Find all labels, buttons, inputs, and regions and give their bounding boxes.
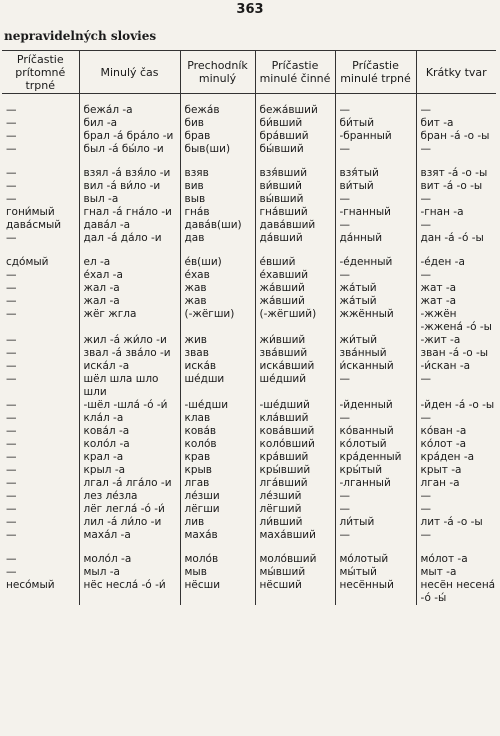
table-cell: — xyxy=(6,373,17,385)
table-cell: моло́вший xyxy=(255,553,335,566)
table-cell: ше́дши xyxy=(180,373,255,386)
table-cell: выв xyxy=(180,193,255,206)
table-cell xyxy=(255,321,335,334)
table-cell: ел -а xyxy=(79,256,180,269)
table-cell: — xyxy=(6,282,17,294)
table-cell: — xyxy=(416,143,496,156)
table-cell: дава́л -а xyxy=(79,219,180,232)
table-cell: звав xyxy=(180,347,255,360)
table-cell: — xyxy=(335,490,416,503)
table-cell: зван -á -о -ы xyxy=(416,347,496,360)
table-cell: кра́ден -а xyxy=(416,451,496,464)
table-cell: бра́вший xyxy=(255,130,335,143)
table-cell: быв(ши) xyxy=(180,143,255,156)
table-cell: несённый xyxy=(335,579,416,592)
table-cell: — xyxy=(6,334,17,346)
table-cell xyxy=(335,592,416,605)
table-cell: бит -а xyxy=(416,117,496,130)
table-cell: жа́вший xyxy=(255,282,335,295)
table-cell: жал -а xyxy=(79,295,180,308)
table-cell: маха́л -а xyxy=(79,529,180,542)
table-cell: -жжён xyxy=(416,308,496,321)
table-cell: (-жёгши) xyxy=(180,308,255,321)
table-cell: ко́ван -а xyxy=(416,425,496,438)
table-cell: — xyxy=(6,529,17,541)
table-cell: е́хал -а xyxy=(79,269,180,282)
table-cell: кла́л -а xyxy=(79,412,180,425)
table-cell: звал -á зва́ло -и xyxy=(79,347,180,360)
table-cell: взяв xyxy=(180,167,255,180)
table-cell: -ше́дший xyxy=(255,399,335,412)
table-cell: крыв xyxy=(180,464,255,477)
table-cell: жат -а xyxy=(416,295,496,308)
table-cell: жат -а xyxy=(416,282,496,295)
spacer-cell xyxy=(180,156,255,167)
table-cell xyxy=(79,592,180,605)
table-cell: брал -á брáло -и xyxy=(79,130,180,143)
table-cell: -ше́дши xyxy=(180,399,255,412)
table-cell xyxy=(2,386,79,399)
table-cell: коло́вший xyxy=(255,438,335,451)
table-cell: — xyxy=(335,143,416,156)
column-header: Minulý čas xyxy=(79,51,180,94)
table-cell: жал -а xyxy=(79,282,180,295)
table-row xyxy=(2,321,496,334)
table-cell: кла́вший xyxy=(255,412,335,425)
spacer-cell xyxy=(335,245,416,256)
table-cell: бив xyxy=(180,117,255,130)
table-row xyxy=(2,412,496,425)
table-cell: мыв xyxy=(180,566,255,579)
table-cell: ли́тый xyxy=(335,516,416,529)
table-cell: крыт -а xyxy=(416,464,496,477)
column-header: Prechodník minulý xyxy=(180,51,255,94)
group-spacer xyxy=(2,156,496,167)
table-cell: — xyxy=(6,295,17,307)
table-cell: — xyxy=(6,347,17,359)
table-row xyxy=(2,386,496,399)
table-cell: — xyxy=(6,193,17,205)
table-cell: — xyxy=(6,425,17,437)
table-cell: — xyxy=(416,503,496,516)
table-cell: взя́тый xyxy=(335,167,416,180)
table-cell: лит -á -о -ы xyxy=(416,516,496,529)
table-cell: — xyxy=(6,412,17,424)
table-cell: -гнан -а xyxy=(416,206,496,219)
table-cell: -йденный xyxy=(335,399,416,412)
table-cell: бил -а xyxy=(79,117,180,130)
table-cell: -е́ден -а xyxy=(416,256,496,269)
table-cell: — xyxy=(6,438,17,450)
table-cell: мо́лот -а xyxy=(416,553,496,566)
table-cell: вил -á ви́ло -и xyxy=(79,180,180,193)
spacer-cell xyxy=(2,245,79,256)
spacer-cell xyxy=(255,245,335,256)
table-cell: е́вший xyxy=(255,256,335,269)
table-cell: — xyxy=(335,94,416,118)
table-cell: гони́мый xyxy=(6,206,55,218)
table-cell xyxy=(180,386,255,399)
table-cell: крыл -а xyxy=(79,464,180,477)
table-cell: — xyxy=(416,94,496,118)
table-cell: несо́мый xyxy=(6,579,55,591)
table-row xyxy=(2,143,496,156)
table-cell: лез ле́зла xyxy=(79,490,180,503)
table-cell xyxy=(416,386,496,399)
table-row xyxy=(2,579,496,592)
table-header-row xyxy=(2,51,496,94)
table-cell xyxy=(255,592,335,605)
table-row xyxy=(2,347,496,360)
table-cell: -ó -ы́ xyxy=(416,592,496,605)
table-cell: — xyxy=(6,117,17,129)
table-body xyxy=(2,94,496,606)
table-cell: гна́вший xyxy=(255,206,335,219)
table-cell: вив xyxy=(180,180,255,193)
table-cell: — xyxy=(6,308,17,320)
table-cell: бежа́л -а xyxy=(79,94,180,118)
table-cell: дава́смый xyxy=(6,219,62,231)
table-cell: — xyxy=(416,490,496,503)
table-cell: коло́в xyxy=(180,438,255,451)
table-cell: — xyxy=(6,269,17,281)
table-cell: — xyxy=(6,516,17,528)
table-cell: — xyxy=(6,464,17,476)
table-cell: — xyxy=(6,553,17,565)
table-cell: — xyxy=(416,269,496,282)
table-cell: взя́вший xyxy=(255,167,335,180)
table-cell: бран -á -о -ы xyxy=(416,130,496,143)
table-cell: да́нный xyxy=(335,232,416,245)
table-cell: клав xyxy=(180,412,255,425)
table-cell: кры́тый xyxy=(335,464,416,477)
table-cell: моло́л -а xyxy=(79,553,180,566)
table-row xyxy=(2,438,496,451)
table-cell: — xyxy=(335,412,416,425)
table-cell: взят -á -о -ы xyxy=(416,167,496,180)
table-cell: — xyxy=(6,503,17,515)
table-row xyxy=(2,193,496,206)
spacer-cell xyxy=(180,542,255,553)
table-cell: жив xyxy=(180,334,255,347)
table-cell: мы́тый xyxy=(335,566,416,579)
column-header: Príčastie minulé činné xyxy=(255,51,335,94)
table-cell: лёгши xyxy=(180,503,255,516)
table-cell: несён несена́ xyxy=(416,579,496,592)
table-cell: ше́дший xyxy=(255,373,335,386)
table-cell: жёг жгла xyxy=(79,308,180,321)
table-cell: взял -á взя́ло -и xyxy=(79,167,180,180)
table-cell: крав xyxy=(180,451,255,464)
table-cell: иска́в xyxy=(180,360,255,373)
table-cell: жа́вший xyxy=(255,295,335,308)
table-cell: коло́л -а xyxy=(79,438,180,451)
table-cell: — xyxy=(416,373,496,386)
table-row xyxy=(2,425,496,438)
table-cell xyxy=(335,321,416,334)
table-cell: маха́в xyxy=(180,529,255,542)
table-cell: гна́в xyxy=(180,206,255,219)
table-cell: лгал -á лга́ло -и xyxy=(79,477,180,490)
table-cell: ко́лотый xyxy=(335,438,416,451)
table-row xyxy=(2,256,496,269)
section-heading: nepravidelných slovies xyxy=(4,29,157,43)
table-row xyxy=(2,206,496,219)
table-cell: — xyxy=(335,193,416,206)
table-cell: (-жёгший) xyxy=(255,308,335,321)
table-cell: -шёл -шла́ -ó -и́ xyxy=(79,399,180,412)
table-cell: ле́зший xyxy=(255,490,335,503)
table-row xyxy=(2,373,496,386)
table-cell: лив xyxy=(180,516,255,529)
table-cell: кова́л -а xyxy=(79,425,180,438)
table-cell: мыл -а xyxy=(79,566,180,579)
table-cell: е́в(ши) xyxy=(180,256,255,269)
table-cell: ви́тый xyxy=(335,180,416,193)
table-row xyxy=(2,553,496,566)
table-row xyxy=(2,232,496,245)
table-cell: шёл шла шло xyxy=(79,373,180,386)
table-cell: нёсший xyxy=(255,579,335,592)
spacer-cell xyxy=(255,156,335,167)
table-cell: — xyxy=(6,167,17,179)
table-cell: кова́в xyxy=(180,425,255,438)
table-cell: бы́вший xyxy=(255,143,335,156)
table-row xyxy=(2,117,496,130)
table-row xyxy=(2,282,496,295)
table-cell: вит -á -о -ы xyxy=(416,180,496,193)
table-cell: ви́вший xyxy=(255,180,335,193)
table-cell: лёг легла́ -ó -и́ xyxy=(79,503,180,516)
table-cell: мыт -а xyxy=(416,566,496,579)
table-cell: кова́вший xyxy=(255,425,335,438)
table-cell: дава́вший xyxy=(255,219,335,232)
table-cell: кра́вший xyxy=(255,451,335,464)
table-cell: гнал -á гна́ло -и xyxy=(79,206,180,219)
table-cell: зва́нный xyxy=(335,347,416,360)
table-cell: жав xyxy=(180,295,255,308)
table-cell xyxy=(180,592,255,605)
table-row xyxy=(2,308,496,321)
table-row xyxy=(2,334,496,347)
column-header: Krátky tvar xyxy=(416,51,496,94)
table-cell: дан -á -ó -ы xyxy=(416,232,496,245)
table-row xyxy=(2,464,496,477)
table-cell: вы́вший xyxy=(255,193,335,206)
table-cell: — xyxy=(6,360,17,372)
table-cell: бежа́в xyxy=(180,94,255,118)
table-cell: -лганный xyxy=(335,477,416,490)
table-cell: -йден -á -о -ы xyxy=(416,399,496,412)
table-cell: жа́тый xyxy=(335,295,416,308)
table-cell: лган -а xyxy=(416,477,496,490)
table-cell: нёсши xyxy=(180,579,255,592)
spacer-cell xyxy=(335,156,416,167)
table-cell: — xyxy=(6,180,17,192)
table-cell: и́сканный xyxy=(335,360,416,373)
table-row xyxy=(2,360,496,373)
table-cell: — xyxy=(335,269,416,282)
group-spacer xyxy=(2,542,496,553)
spacer-cell xyxy=(416,156,496,167)
table-row xyxy=(2,490,496,503)
table-row xyxy=(2,503,496,516)
table-cell: бежа́вший xyxy=(255,94,335,118)
page-number: 363 xyxy=(236,2,264,17)
table-cell: жи́тый xyxy=(335,334,416,347)
table-cell: — xyxy=(6,130,17,142)
table-cell xyxy=(2,321,79,334)
table-cell: ко́лот -а xyxy=(416,438,496,451)
table-row xyxy=(2,529,496,542)
table-row xyxy=(2,167,496,180)
table-cell: дал -á да́ло -и xyxy=(79,232,180,245)
table-cell: кры́вший xyxy=(255,464,335,477)
column-header: Príčastie minulé trpné xyxy=(335,51,416,94)
table-cell: — xyxy=(6,566,17,578)
table-cell: лга́вший xyxy=(255,477,335,490)
table-row xyxy=(2,477,496,490)
table-cell: дав xyxy=(180,232,255,245)
table-cell: сдо́мый xyxy=(6,256,49,268)
table-cell: иска́л -а xyxy=(79,360,180,373)
group-spacer xyxy=(2,245,496,256)
table-cell: моло́в xyxy=(180,553,255,566)
table-cell xyxy=(79,321,180,334)
table-cell: брав xyxy=(180,130,255,143)
table-cell: би́тый xyxy=(335,117,416,130)
spacer-cell xyxy=(2,542,79,553)
table-cell: дава́в(ши) xyxy=(180,219,255,232)
table-cell: нёс несла́ -ó -и́ xyxy=(79,579,180,592)
table-row xyxy=(2,130,496,143)
table-cell: лил -á ли́ло -и xyxy=(79,516,180,529)
table-cell: жи́вший xyxy=(255,334,335,347)
table-cell: -гнанный xyxy=(335,206,416,219)
spacer-cell xyxy=(79,156,180,167)
table-cell: — xyxy=(6,104,17,116)
table-cell: жа́тый xyxy=(335,282,416,295)
table-cell: — xyxy=(416,219,496,232)
table-cell: ко́ванный xyxy=(335,425,416,438)
table-cell: — xyxy=(6,399,17,411)
table-cell: маха́вший xyxy=(255,529,335,542)
table-cell: мы́вший xyxy=(255,566,335,579)
table-cell: — xyxy=(335,373,416,386)
table-cell: — xyxy=(335,503,416,516)
table-cell: — xyxy=(416,529,496,542)
table-cell: ли́вший xyxy=(255,516,335,529)
table-cell: — xyxy=(335,529,416,542)
table-cell: е́хавший xyxy=(255,269,335,282)
table-row xyxy=(2,269,496,282)
spacer-cell xyxy=(79,542,180,553)
column-header: Príčastie prítomné trpné xyxy=(2,51,79,94)
table-cell: да́вший xyxy=(255,232,335,245)
table-cell: -и́скан -а xyxy=(416,360,496,373)
table-cell: — xyxy=(6,477,17,489)
table-cell: -е́денный xyxy=(335,256,416,269)
table-cell: -жжена́ -ó -ы xyxy=(416,321,496,334)
table-cell: крал -а xyxy=(79,451,180,464)
table-cell: — xyxy=(416,193,496,206)
table-cell: лёгший xyxy=(255,503,335,516)
table-cell: — xyxy=(6,232,17,244)
spacer-cell xyxy=(2,156,79,167)
table-cell: — xyxy=(6,451,17,463)
table-row xyxy=(2,592,496,605)
spacer-cell xyxy=(416,245,496,256)
table-row xyxy=(2,295,496,308)
spacer-cell xyxy=(335,542,416,553)
table-cell: — xyxy=(6,490,17,502)
table-cell: был -á бы́ло -и xyxy=(79,143,180,156)
table-cell: жжённый xyxy=(335,308,416,321)
table-cell: зва́вший xyxy=(255,347,335,360)
table-row xyxy=(2,399,496,412)
table-cell: -бранный xyxy=(335,130,416,143)
table-cell: выл -а xyxy=(79,193,180,206)
table-row xyxy=(2,94,496,118)
table-cell: — xyxy=(416,412,496,425)
table-row xyxy=(2,180,496,193)
table-cell xyxy=(335,386,416,399)
table-cell xyxy=(180,321,255,334)
table-cell: е́хав xyxy=(180,269,255,282)
table-row xyxy=(2,451,496,464)
spacer-cell xyxy=(180,245,255,256)
table-cell: кра́денный xyxy=(335,451,416,464)
table-cell: шли xyxy=(79,386,180,399)
table-row xyxy=(2,566,496,579)
table-cell: жав xyxy=(180,282,255,295)
table-cell: мо́лотый xyxy=(335,553,416,566)
table-cell: би́вший xyxy=(255,117,335,130)
table-row xyxy=(2,516,496,529)
spacer-cell xyxy=(79,245,180,256)
table-cell: жил -á жи́ло -и xyxy=(79,334,180,347)
table-cell xyxy=(2,592,79,605)
spacer-cell xyxy=(416,542,496,553)
table-cell xyxy=(255,386,335,399)
table-cell: -жит -а xyxy=(416,334,496,347)
table-cell: ле́зши xyxy=(180,490,255,503)
irregular-verbs-table xyxy=(2,50,496,605)
table-cell: — xyxy=(6,143,17,155)
table-cell: лгав xyxy=(180,477,255,490)
table-cell: иска́вший xyxy=(255,360,335,373)
spacer-cell xyxy=(255,542,335,553)
table-cell: — xyxy=(335,219,416,232)
table-row xyxy=(2,219,496,232)
